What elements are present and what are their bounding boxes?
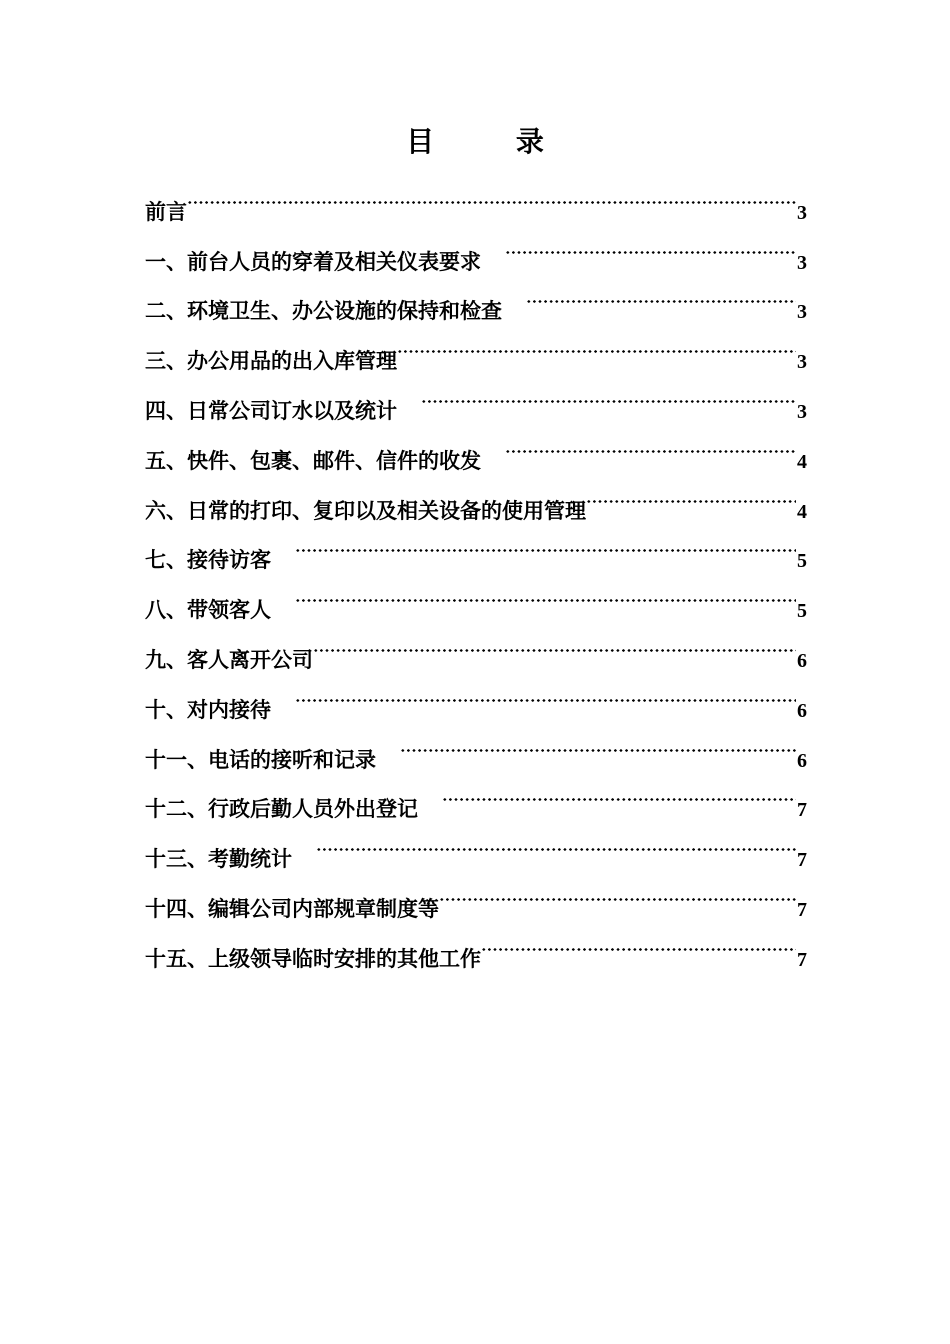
toc-entry-page: 3	[797, 201, 807, 224]
toc-entry-page: 3	[797, 351, 807, 374]
toc-entry-label: 四、日常公司订水以及统计	[145, 397, 397, 423]
toc-entry-page: 5	[797, 550, 807, 573]
toc-entry-label: 十一、电话的接听和记录	[145, 746, 376, 772]
toc-entry-label: 五、快件、包裹、邮件、信件的收发	[145, 447, 481, 473]
toc-entry-label: 十五、上级领导临时安排的其他工作	[145, 945, 481, 971]
toc-entry-page: 7	[797, 799, 807, 822]
toc-leader-dots	[295, 567, 796, 617]
toc-entry-label: 十二、行政后勤人员外出登记	[145, 796, 418, 822]
toc-entry-page: 3	[797, 400, 807, 423]
toc-entry-page: 5	[797, 600, 807, 623]
toc-entry-label: 六、日常的打印、复印以及相关设备的使用管理	[145, 497, 586, 523]
toc-entry-page: 6	[797, 699, 807, 722]
toc-leader-dots	[586, 468, 796, 518]
toc-entry-page: 7	[797, 948, 807, 971]
toc-entry-label: 三、办公用品的出入库管理	[145, 348, 397, 374]
toc-entry-label: 八、带领客人	[145, 597, 271, 623]
toc-leader-dots	[421, 368, 796, 418]
toc-entry-page: 6	[797, 649, 807, 672]
toc-entry-label: 十四、编辑公司内部规章制度等	[145, 895, 439, 921]
toc-leader-dots	[442, 767, 796, 817]
toc-entry-page: 3	[797, 301, 807, 324]
toc-entry-page: 4	[797, 450, 807, 473]
toc-entry-label: 九、客人离开公司	[145, 646, 313, 672]
toc-entry-label: 七、接待访客	[145, 547, 271, 573]
toc-leader-dots	[397, 318, 796, 368]
toc-entry-label: 一、前台人员的穿着及相关仪表要求	[145, 248, 481, 274]
toc-entry-page: 7	[797, 898, 807, 921]
toc-entry[interactable]	[145, 219, 807, 274]
toc-entry-page: 6	[797, 749, 807, 772]
toc-entry-label: 十、对内接待	[145, 696, 271, 722]
toc-leader-dots	[481, 916, 796, 966]
toc-leader-dots	[439, 866, 796, 916]
toc-entry[interactable]	[145, 169, 807, 224]
toc-title: 目 录	[406, 125, 580, 158]
toc-entry-label: 二、环境卫生、办公设施的保持和检查	[145, 298, 502, 324]
toc-leader-dots	[187, 169, 796, 219]
toc-entry-label: 十三、考勤统计	[145, 846, 292, 872]
toc-leader-dots	[316, 816, 796, 866]
toc-entry-label: 前言	[145, 198, 187, 224]
toc-leader-dots	[400, 717, 796, 767]
toc-entry-page: 3	[797, 251, 807, 274]
toc-leader-dots	[505, 219, 796, 269]
toc-leader-dots	[313, 617, 796, 667]
toc-leader-dots	[526, 269, 796, 319]
toc-entry-page: 4	[797, 500, 807, 523]
toc-entry-page: 7	[797, 849, 807, 872]
toc-list	[145, 169, 807, 971]
toc-leader-dots	[295, 667, 796, 717]
toc-leader-dots	[295, 518, 796, 568]
toc-leader-dots	[505, 418, 796, 468]
